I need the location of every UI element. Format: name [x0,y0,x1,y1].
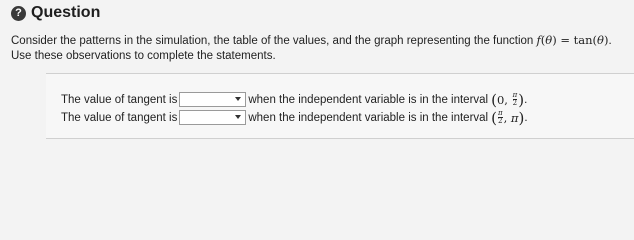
statement-2-prefix: The value of tangent is [61,111,178,124]
instructions-line-1: Consider the patterns in the simulation, the table of the values, and the graph representing the function f(θ) = tan(θ). [11,33,612,47]
question-circle-icon: ? [11,6,26,21]
statement-1: The value of tangent is when the independent variable is in the interval ( 0 , $\frac{\pi}{2}$ ) . [61,90,528,109]
question-header [11,4,100,22]
statement-1-suffix: when the independent variable is in the interval [248,93,489,106]
statement-1-dropdown[interactable] [179,92,246,107]
statement-2: The value of tangent is when the independent variable is in the interval ( $\frac{\pi}{2}$ , π ) . [61,108,528,127]
instructions-line-2: Use these observations to complete the statements. [11,50,276,62]
statement-1-interval: ( 0 , $\frac{\pi}{2}$ ) [491,90,525,109]
instructions-text: Consider the patterns in the simulation, the table of the values, and the graph representing the function [11,35,537,47]
divider-bottom [46,138,634,139]
chevron-down-icon [235,97,241,101]
statement-2-dropdown[interactable] [179,110,246,125]
statement-1-prefix: The value of tangent is [61,93,178,106]
question-title: Question [31,4,101,21]
statement-2-interval: ( $\frac{\pi}{2}$ , π ) [491,108,525,127]
chevron-down-icon [235,115,241,119]
instructions [11,33,612,64]
function-expression: f(θ) = tan(θ) [536,33,609,47]
statement-2-suffix: when the independent variable is in the interval [248,111,489,124]
